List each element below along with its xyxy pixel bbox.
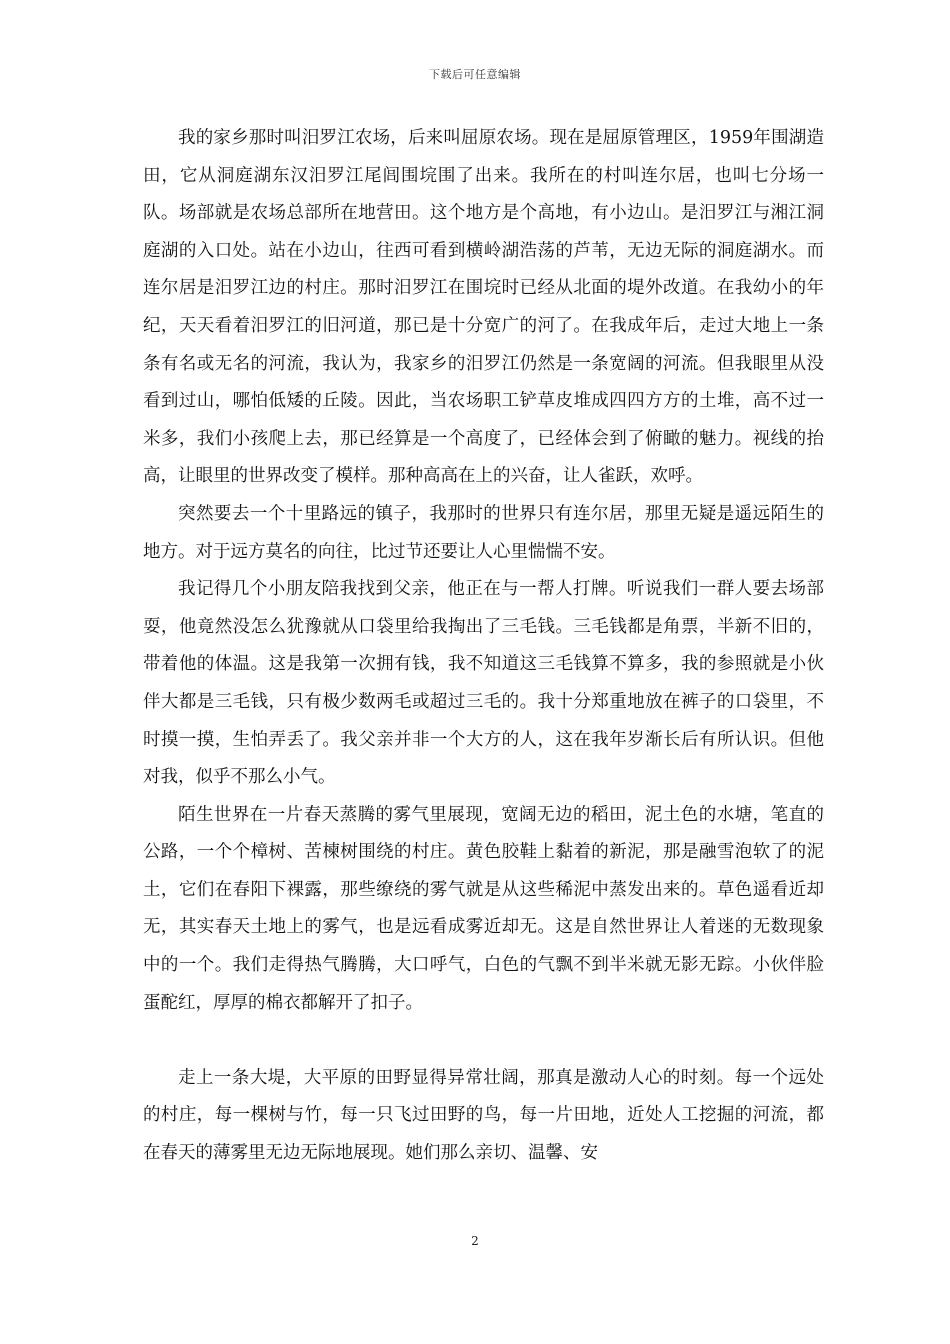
paragraph: 我的家乡那时叫汨罗江农场，后来叫屈原农场。现在是屈原管理区，1959年围湖造田，它从洞庭湖东汉汨罗江尾闾围垸围了出来。我所在的村叫连尔居，也叫七分场一队。场部就是农场总部所在地营田。这个地方是个高地，有小边山。是汨罗江与湘江洞庭湖的入口处。站在小边山，往西可看到横岭湖浩荡的芦苇，无边无际的洞庭湖水。而连尔居是汨罗江边的村庄。那时汨罗江在围垸时已经从北面的堤外改道。在我幼小的年纪，天天看着汨罗江的旧河道，那已是十分宽广的河了。在我成年后，走过大地上一条条有名或无名的河流，我认为，我家乡的汨罗江仍然是一条宽阔的河流。但我眼里从没看到过山，哪怕低矮的丘陵。因此，当农场职工铲草皮堆成四四方方的土堆，高不过一米多，我们小孩爬上去，那已经算是一个高度了，已经体会到了俯瞰的魅力。视线的抬高，让眼里的世界改变了模样。那种高高在上的兴奋，让人雀跃，欢呼。 [143,128,824,487]
paragraph: 走上一条大堤，大平原的田野显得异常壮阔，那真是激动人心的时刻。每一个远处的村庄，每一棵树与竹，每一只飞过田野的鸟，每一片田地，近处人工挖掘的河流，都在春天的薄雾里无边无际地展现。她们那么亲切、温馨、安 [143,1067,824,1164]
paragraph: 突然要去一个十里路远的镇子，我那时的世界只有连尔居，那里无疑是遥远陌生的地方。对于远方莫名的向往，比过节还要让人心里惴惴不安。 [143,503,824,562]
paragraph: 我记得几个小朋友陪我找到父亲，他正在与一帮人打牌。听说我们一群人要去场部耍，他竟然没怎么犹豫就从口袋里给我掏出了三毛钱。三毛钱都是角票，半新不旧的，带着他的体温。这是我第一次拥有钱，我不知道这三毛钱算不算多，我的参照就是小伙伴大都是三毛钱，只有极少数两毛或超过三毛的。我十分郑重地放在裤子的口袋里，不时摸一摸，生怕弄丢了。我父亲并非一个大方的人，这在我年岁渐长后有所认识。但他对我，似乎不那么小气。 [143,579,824,788]
page-number: 2 [471,1234,479,1248]
document-body [143,120,824,1173]
page-header: 下载后可任意编辑 [429,68,521,81]
paragraph-gap [143,1022,824,1060]
paragraph: 陌生世界在一片春天蒸腾的雾气里展现，宽阔无边的稻田，泥土色的水塘，笔直的公路，一个个樟树、苦楝树围绕的村庄。黄色胶鞋上黏着的新泥，那是融雪泡软了的泥土，它们在春阳下裸露，那些缭绕的雾气就是从这些稀泥中蒸发出来的。草色遥看近却无，其实春天土地上的雾气，也是远看成雾近却无。这是自然世界让人着迷的无数现象中的一个。我们走得热气腾腾，大口呼气，白色的气飘不到半米就无影无踪。小伙伴脸蛋酡红，厚厚的棉衣都解开了扣子。 [143,804,824,1013]
